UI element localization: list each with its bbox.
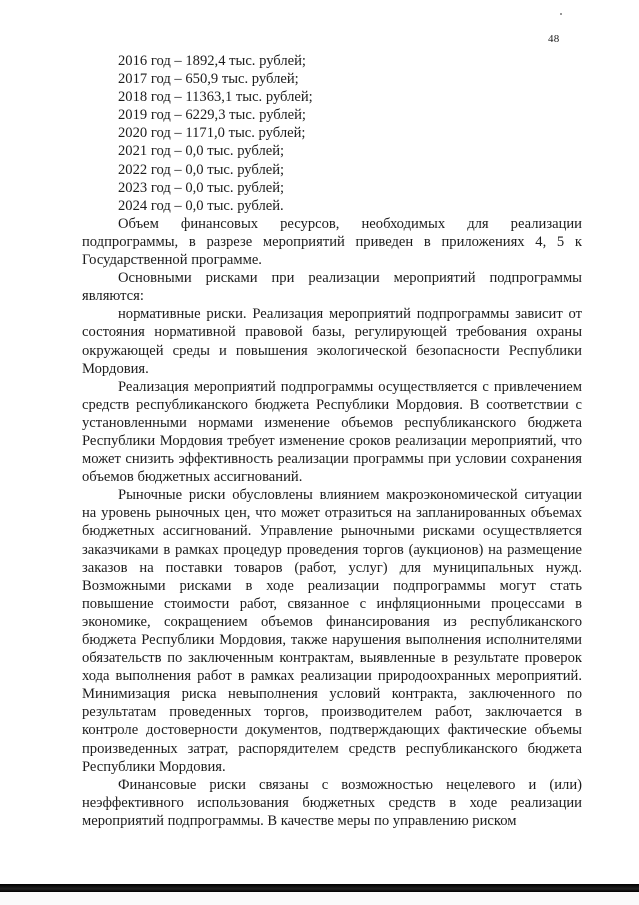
document-body <box>82 52 582 830</box>
funding-item-2018: 2018 год – 11363,1 тыс. рублей; <box>118 89 313 106</box>
funding-item-2022: 2022 год – 0,0 тыс. рублей; <box>118 161 285 178</box>
paragraph-funding-volume: Объем финансовых ресурсов, необходимых для реализации подпрограммы, в разрезе мероприятий приведен в приложениях 4, 5 к Государственной программе. <box>82 215 582 269</box>
funding-item-2023: 2023 год – 0,0 тыс. рублей; <box>118 179 285 196</box>
funding-by-year-list <box>82 52 582 215</box>
scan-edge <box>0 892 639 905</box>
funding-item-2024: 2024 год – 0,0 тыс. рублей. <box>118 197 284 214</box>
paragraph-normative-risks: нормативные риски. Реализация мероприятий подпрограммы зависит от состояния нормативной правовой базы, регулирующей требования охраны окружающей среды и повышения экологической безопасности Республики Мордовия. <box>82 306 582 377</box>
funding-item-2017: 2017 год – 650,9 тыс. рублей; <box>118 71 299 88</box>
funding-item-2019: 2019 год – 6229,3 тыс. рублей; <box>118 107 306 124</box>
funding-item-2020: 2020 год – 1171,0 тыс. рублей; <box>118 125 306 142</box>
paragraph-market-risks: Рыночные риски обусловлены влиянием макроэкономической ситуации на уровень рыночных цен, что может отразиться на запланированных объемах бюджетных ассигнований. Управление рыночными рисками осуществляется заказчиками в рамках процедур проведения торгов (аукционов) на размещение заказов на поставки товаров (работ, услуг) для муниципальных нужд. Возможными рисками в ходе реализации подпрограммы могут стать повышение стоимости работ, связанное с инфляционными процессами в экономике, сокращением объемов финансирования из республиканского бюджета Республики Мордовия, также нарушения выполнения исполнителями обязательств по заключенным контрактам, выявленные в результате проверок хода выполнения работ в рамках реализации природоохранных мероприятий. Минимизация риска невыполнения условий контракта, заключенного по результатам проведенных торгов, производителем работ, заключается в контроле достоверности документов, подтверждающих фактические объемы произведенных затрат, распорядителем средств республиканского бюджета Республики Мордовия. <box>82 487 582 775</box>
paragraph-financial-risks: Финансовые риски связаны с возможностью нецелевого и (или) неэффективного использования бюджетных средств в ходе реализации мероприятий подпрограммы. В качестве меры по управлению риском <box>82 776 582 829</box>
paragraph-main-risks: Основными рисками при реализации мероприятий подпрограммы являются: <box>82 270 582 305</box>
funding-item-2016: 2016 год – 1892,4 тыс. рублей; <box>118 53 306 69</box>
page-number: 48 <box>548 33 560 45</box>
funding-item-2021: 2021 год – 0,0 тыс. рублей; <box>118 143 285 160</box>
scan-speck <box>560 13 562 15</box>
scan-border-bottom <box>0 884 639 892</box>
paragraph-budget-funding: Реализация мероприятий подпрограммы осуществляется с привлечением средств республиканского бюджета Республики Мордовия. В соответствии с установленными нормами изменение объемов республиканского бюджета Республики Мордовия требует изменение сроков реализации мероприятий, что может снизить эффективность реализации программы при условии сохранения объемов бюджетных ассигнований. <box>82 378 582 486</box>
